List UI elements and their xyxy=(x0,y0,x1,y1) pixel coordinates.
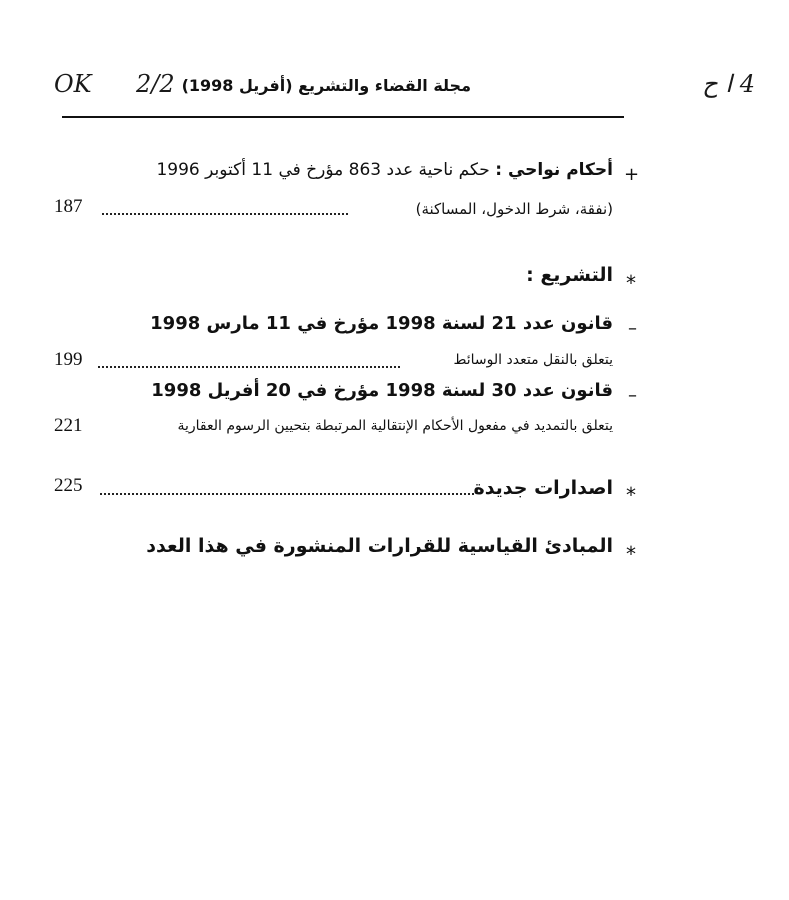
bullet-star: * xyxy=(626,542,636,566)
bullet-dash: – xyxy=(628,318,637,339)
law21-desc: يتعلق بالنقل متعدد الوسائط xyxy=(453,352,613,368)
tashri-heading: التشريع : xyxy=(526,264,613,286)
ahkam-desc-line2: (نفقة، شرط الدخول، المساكنة) xyxy=(415,200,613,218)
ahkam-title: أحكام نواحي : xyxy=(495,160,613,180)
page-number: 187 xyxy=(54,196,83,217)
law30-desc: يتعلق بالتمديد في مفعول الأحكام الإنتقالية المرتبطة بتحيين الرسوم العقارية xyxy=(177,418,613,434)
mabadi-title: المبادئ القياسية للقرارات المنشورة في هذا العدد xyxy=(146,535,613,557)
isdarat-title: اصدارات جديدة xyxy=(473,477,613,499)
ahkam-desc-line1: حكم ناحية عدد 863 مؤرخ في 11 أكتوبر 1996 xyxy=(156,160,490,180)
bullet-star: * xyxy=(626,483,636,507)
handwritten-page-mark: 4 ا ح xyxy=(702,70,755,98)
handwritten-ok-mark: OK xyxy=(54,70,92,98)
header-rule xyxy=(62,116,624,118)
ahkam-entry-line1 xyxy=(156,160,613,180)
page-number: 221 xyxy=(54,415,83,436)
handwritten-date-mark: 2/2 xyxy=(136,70,175,98)
leader-dots xyxy=(102,213,348,215)
page-number: 199 xyxy=(54,349,83,370)
page-number: 225 xyxy=(54,475,83,496)
journal-title: مجلة القضاء والتشريع (أفريل 1998) xyxy=(181,76,471,95)
bullet-star: * xyxy=(626,271,636,295)
law21-title: قانون عدد 21 لسنة 1998 مؤرخ في 11 مارس 1998 xyxy=(150,313,613,334)
leader-dots xyxy=(98,366,400,368)
law30-title: قانون عدد 30 لسنة 1998 مؤرخ في 20 أفريل 1998 xyxy=(151,380,613,401)
leader-dots xyxy=(100,493,474,495)
bullet-plus: + xyxy=(624,164,640,185)
bullet-dash: – xyxy=(628,385,637,406)
